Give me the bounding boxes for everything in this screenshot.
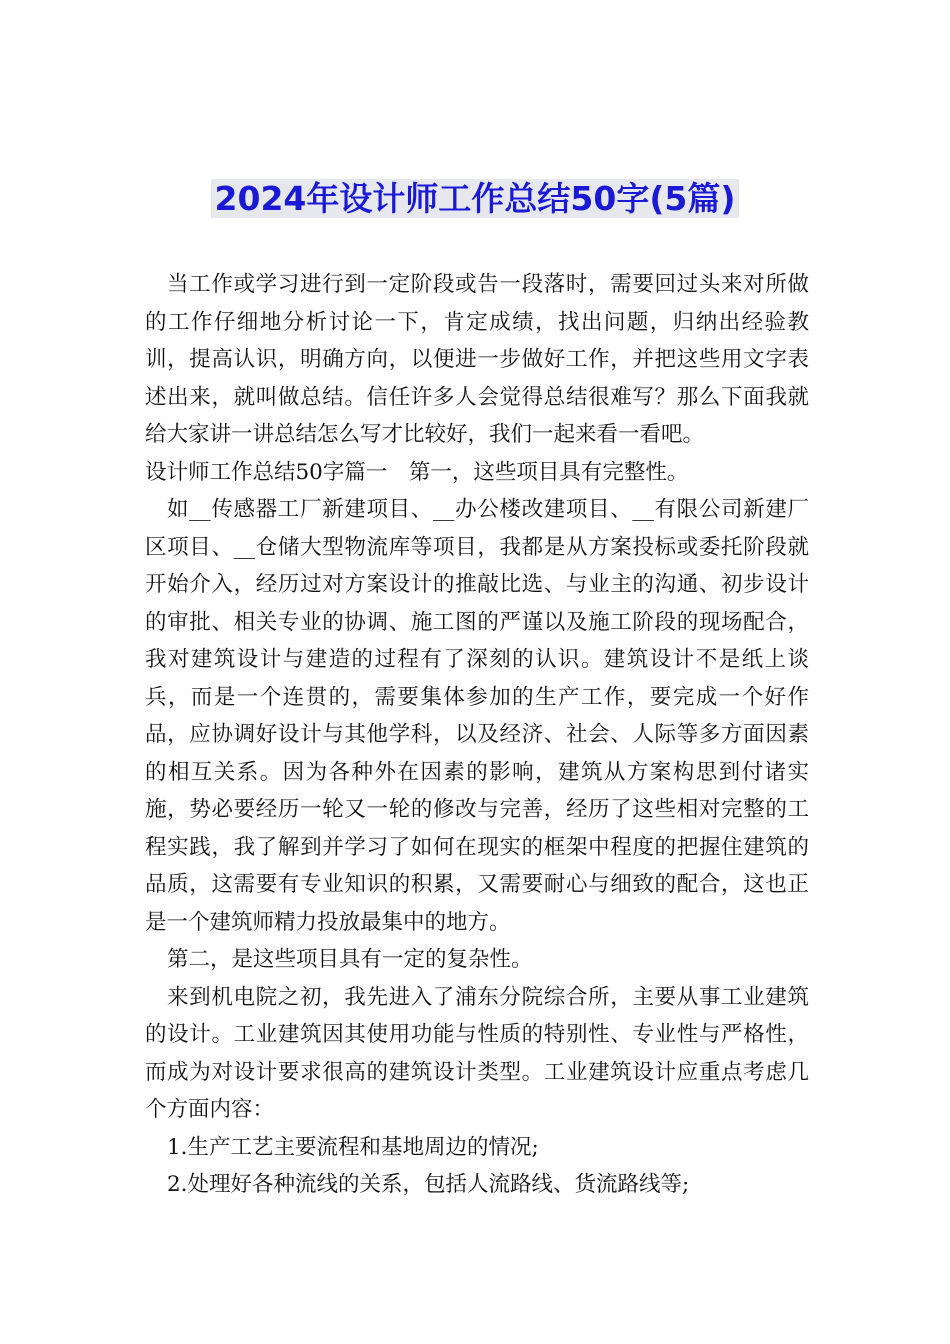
paragraph-section-heading: 设计师工作总结50字篇一 第一，这些项目具有完整性。 — [145, 459, 689, 485]
list-item-1: 1.生产工艺主要流程和基地周边的情况; — [167, 1134, 539, 1160]
paragraph-projects: 如__传感器工厂新建项目、__办公楼改建项目、__有限公司新建厂区项目、__仓储大型物流库等项目，我都是从方案投标或委托阶段就开始介入，经历过对方案设计的推敲比选、与业主的沟通、初步设计的审批、相关专业的协调、施工图的严谨以及施工阶段的现场配合，我对建筑设计与建造的过程有了深刻的认识。建筑设计不是纸上谈兵，而是一个连贯的，需要集体参加的生产工作，要完成一个好作品，应协调好设计与其他学科，以及经济、社会、人际等多方面因素的相互关系。因为各种外在因素的影响，建筑从方案构思到付诸实施，势必要经历一轮又一轮的修改与完善，经历了这些相对完整的工程实践，我了解到并学习了如何在现实的框架中程度的把握住建筑的品质，这需要有专业知识的积累，又需要耐心与细致的配合，这也正是一个建筑师精力投放最集中的地方。 — [145, 497, 809, 935]
paragraph-intro: 当工作或学习进行到一定阶段或告一段落时，需要回过头来对所做的工作仔细地分析讨论一下，肯定成绩，找出问题，归纳出经验教训，提高认识，明确方向，以便进一步做好工作，并把这些用文字表述出来，就叫做总结。信任许多人会觉得总结很难写？那么下面我就给大家讲一讲总结怎么写才比较好，我们一起来看一看吧。 — [145, 272, 809, 447]
document-body — [145, 266, 809, 1204]
document-title-text: 2024年设计师工作总结50字(5篇) — [211, 179, 740, 218]
paragraph-second-point: 第二，是这些项目具有一定的复杂性。 — [167, 947, 533, 972]
list-item-2: 2.处理好各种流线的关系，包括人流路线、货流路线等; — [167, 1172, 690, 1197]
document-title — [0, 176, 950, 222]
paragraph-industrial-design: 来到机电院之初，我先进入了浦东分院综合所，主要从事工业建筑的设计。工业建筑因其使用功能与性质的特别性、专业性与严格性，而成为对设计要求很高的建筑设计类型。工业建筑设计应重点考虑几个方面内容： — [145, 984, 809, 1122]
